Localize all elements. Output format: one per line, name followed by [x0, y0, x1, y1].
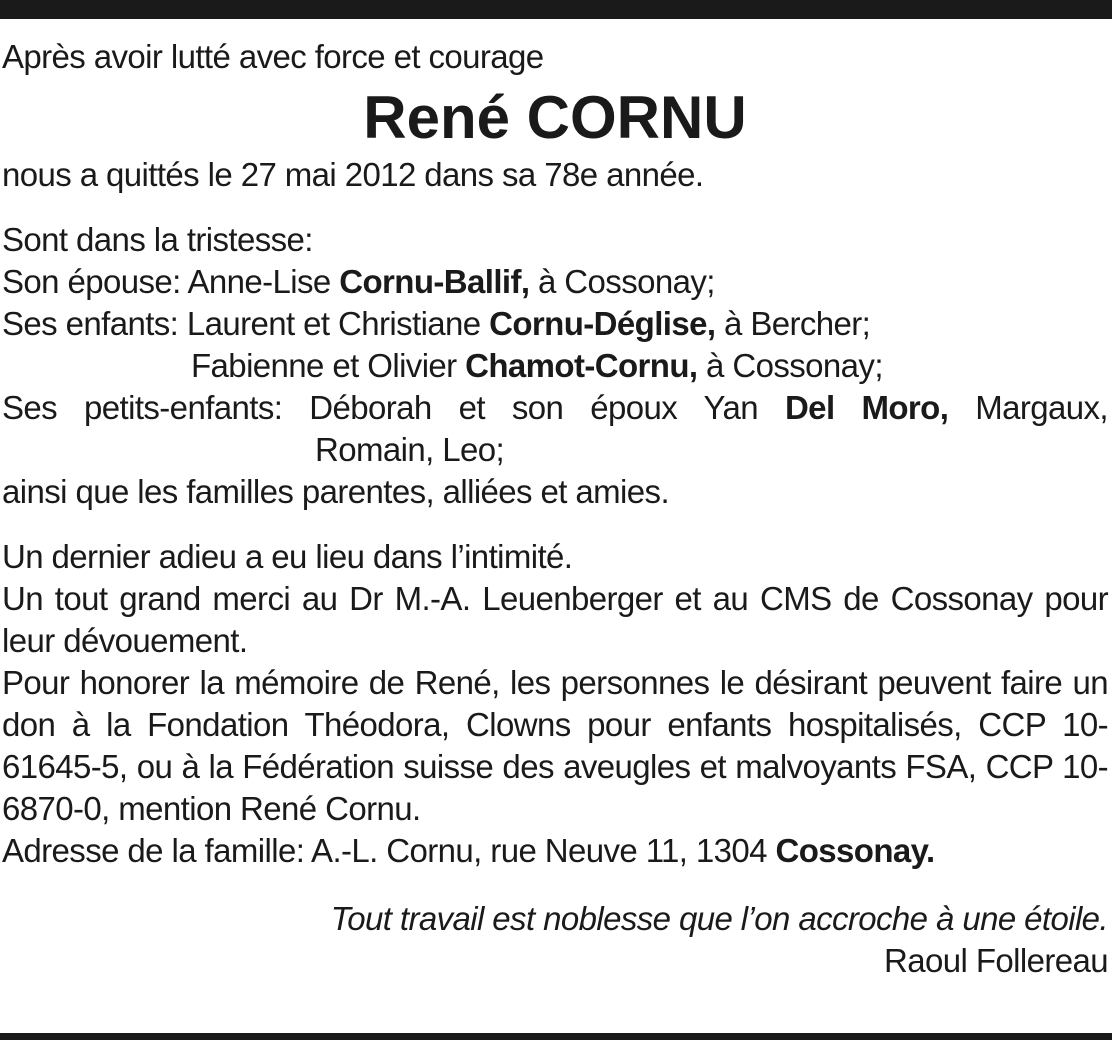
spacer	[2, 513, 1108, 536]
obituary-notice	[2, 36, 1108, 982]
children-second-surname: Chamot-Cornu,	[465, 347, 698, 384]
children-label: Ses enfants: Laurent et Christiane	[2, 305, 490, 342]
grandchildren-surname: Del Moro,	[784, 389, 949, 426]
spacer	[2, 196, 1108, 219]
grandchildren-label: Ses petits-enfants: Déborah et son époux Yan	[2, 389, 785, 426]
children-second-place: à Cossonay;	[697, 347, 883, 384]
children-second-label: Fabienne et Olivier	[191, 347, 466, 384]
farewell-line: Un dernier adieu a eu lieu dans l’intimité.	[2, 538, 573, 575]
top-border-rule	[0, 0, 1112, 19]
children-surname: Cornu-Déglise,	[489, 305, 716, 342]
thanks-paragraph: Un tout grand merci au Dr M.-A. Leuenberger et au CMS de Cossonay pour leur dévouement.	[2, 580, 1108, 659]
address-city: Cossonay.	[775, 832, 935, 869]
families-line: ainsi que les familles parentes, alliées et amies.	[2, 473, 670, 510]
grandchildren-line	[2, 387, 1108, 429]
children-line-2	[2, 345, 1108, 387]
address-line	[2, 830, 1108, 872]
spouse-surname: Cornu-Ballif,	[339, 263, 530, 300]
donation-paragraph: Pour honorer la mémoire de René, les personnes le désirant peuvent faire un don à la Fondation Théodora, Clowns pour enfants hospitalisés, CCP 10-61645-5, ou à la Fédération suisse des aveugles et malvoyants FSA, CCP 10-6870-0, mention René Cornu.	[2, 664, 1108, 827]
quote-text: Tout travail est noblesse que l’on accroche à une étoile.	[330, 900, 1108, 937]
bottom-border-rule	[0, 1033, 1112, 1040]
children-place: à Bercher;	[715, 305, 871, 342]
intro-line: Après avoir lutté avec force et courage	[2, 38, 544, 75]
mourners-intro: Sont dans la tristesse:	[2, 221, 313, 258]
quote-author: Raoul Follereau	[884, 942, 1108, 979]
grandchildren-line-2: Romain, Leo;	[315, 431, 505, 468]
address-label: Adresse de la famille: A.-L. Cornu, rue Neuve 11, 1304	[2, 832, 776, 869]
spouse-place: à Cossonay;	[529, 263, 715, 300]
grandchildren-rest: Margaux,	[948, 389, 1108, 426]
deceased-name: René CORNU	[363, 84, 747, 151]
spouse-label: Son épouse: Anne-Lise	[2, 263, 340, 300]
spouse-line	[2, 261, 1108, 303]
death-line: nous a quittés le 27 mai 2012 dans sa 78e année.	[2, 156, 704, 193]
children-line	[2, 303, 1108, 345]
